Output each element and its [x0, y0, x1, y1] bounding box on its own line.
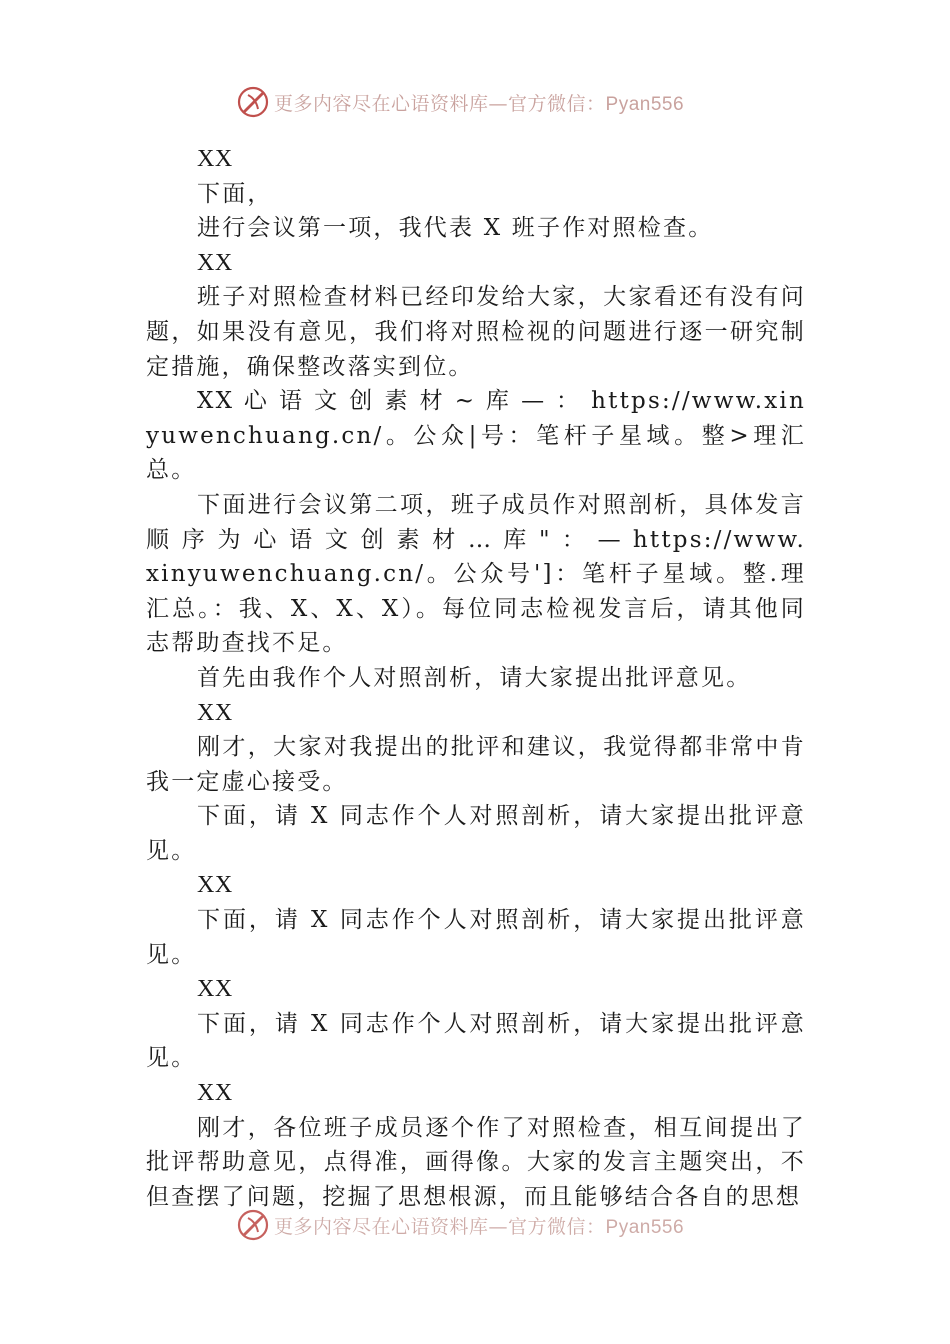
paragraph: 刚才，大家对我提出的批评和建议，我觉得都非常中肯我一定虚心接受。 — [146, 734, 806, 795]
paragraph: 刚才，各位班子成员逐个作了对照检查，相互间提出了批评帮助意见，点得准，画得像。大家的发言主题突出，不但查摆了问题，挖掘了思想根源，而且能够结合各自的思想 — [146, 1114, 806, 1210]
paragraph: 进行会议第一项，我代表 X 班子作对照检查。 — [197, 215, 714, 242]
paragraph: 下面进行会议第二项，班子成员作对照剖析，具体发言顺 序 为 心 语 文 创 素 材 … 库 " ： — https://www.xinyuwenchuang.cn/。公众号']：笔杆子星域。整.理汇总。：我、X、X、X）。每位同志检视发言后，请其他同志帮助查找不足。 — [146, 491, 806, 657]
paragraph: 下面，请 X 同志作个人对照剖析，请大家提出批评意见。 — [146, 1010, 806, 1072]
footer-watermark — [236, 1201, 684, 1243]
paragraph: XX — [197, 146, 233, 172]
paragraph: 班子对照检查材料已经印发给大家，大家看还有没有问题，如果没有意见，我们将对照检视的问题进行逐一研究制定措施，确保整改落实到位。 — [146, 284, 806, 380]
watermark-text: 更多内容尽在心语资料库—官方微信：Pyan556 — [274, 92, 685, 115]
paragraph: 下面，请 X 同志作个人对照剖析，请大家提出批评意见。 — [146, 907, 806, 968]
document-body — [146, 142, 806, 1214]
watermark-text: 更多内容尽在心语资料库—官方微信：Pyan556 — [274, 1215, 685, 1238]
paragraph: XX — [197, 872, 233, 899]
paragraph: 下面，请 X 同志作个人对照剖析，请大家提出批评意见。 — [146, 803, 806, 864]
paragraph: XX — [197, 1080, 233, 1107]
paragraph: XX — [197, 249, 233, 276]
paragraph: XX — [197, 699, 233, 726]
paragraph: 首先由我作个人对照剖析，请大家提出批评意见。 — [197, 664, 752, 691]
paragraph: XX — [197, 976, 233, 1003]
header-watermark — [236, 82, 684, 122]
pen-logo-icon — [236, 1208, 270, 1242]
pen-logo-icon — [236, 85, 270, 119]
paragraph: 下面， — [197, 180, 273, 207]
paragraph: XX 心 语 文 创 素 材 ~ 库 — ： https://www.xinyuwenchuang.cn/。公众|号：笔杆子星域。整>理汇总。 — [146, 388, 806, 484]
